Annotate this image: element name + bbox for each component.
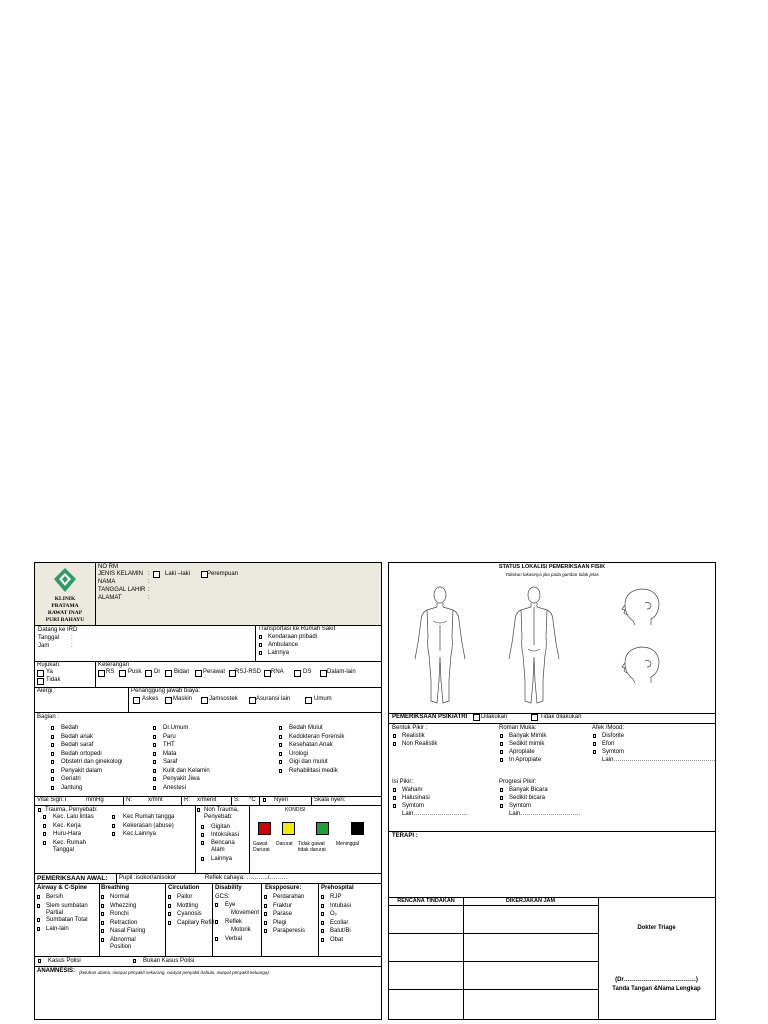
isi_pikir-item: Waham xyxy=(402,787,423,793)
isi_pikir-bullet[interactable] xyxy=(393,788,396,792)
afek-item: Symtom xyxy=(602,749,625,755)
trauma-bullet[interactable] xyxy=(38,808,41,812)
vital-r: R: xyxy=(184,797,190,803)
bagian-bullet[interactable] xyxy=(51,735,54,739)
ket-label: Dalam-lain xyxy=(327,669,356,675)
ket-checkbox[interactable] xyxy=(264,670,271,677)
bagian-bullet[interactable] xyxy=(279,726,282,730)
transport-bullet[interactable] xyxy=(259,651,262,655)
kondisi-black-box[interactable] xyxy=(351,822,364,835)
isi_pikir-item: Symtom xyxy=(402,803,425,809)
trauma-item: Kec. Lalu lintas xyxy=(53,814,94,820)
isi_pikir-lain: Lain……………………… xyxy=(402,811,468,817)
rujukan-title: Rujukan: xyxy=(37,662,61,668)
disability-bullet[interactable] xyxy=(215,920,218,924)
trauma-item: Kec.Lainnya xyxy=(123,831,157,837)
ket-checkbox[interactable] xyxy=(294,670,301,677)
bagian-item: Anestesi xyxy=(163,784,187,791)
disability-item: Reflek xyxy=(225,919,243,925)
bentuk_pikir-title: Bentuk Pikir : xyxy=(392,725,428,731)
progresi_pikir-bullet[interactable] xyxy=(500,796,503,800)
breathing-item: Whezzing xyxy=(110,902,137,909)
ket-label: RS xyxy=(106,669,115,675)
kondisi-label: Gawat Darurat xyxy=(253,841,270,853)
bagian-item: Obstetri dan ginekologi xyxy=(61,759,123,765)
vital-mmhg: mmHg xyxy=(86,797,104,803)
afek-item: Disforite xyxy=(602,733,625,739)
bagian-item: Bedah ortopedi xyxy=(61,750,102,757)
grid-header: Disability xyxy=(215,885,242,891)
vital-n: N: xyxy=(126,797,132,803)
breathing-item: Nasal Flaring xyxy=(110,928,146,934)
airway-item: Bersih xyxy=(46,894,64,900)
alergi-label: Alergi : xyxy=(37,688,56,694)
circulation-item: Pallor xyxy=(177,894,193,900)
vital-t: Vital Sign:T xyxy=(37,797,68,803)
bagian-bullet[interactable] xyxy=(153,760,156,764)
penanggung-checkbox[interactable] xyxy=(249,697,256,704)
head-profile-upper-figure xyxy=(621,585,665,627)
breathing-item: Retraction xyxy=(110,919,138,926)
gender-male-checkbox[interactable] xyxy=(153,571,160,578)
afek-bullet[interactable] xyxy=(593,750,596,754)
afek-bullet[interactable] xyxy=(593,742,596,746)
trauma-bullet[interactable] xyxy=(112,832,115,836)
colon: : xyxy=(71,635,73,641)
bagian-item: Gigi dan mulut xyxy=(289,759,328,765)
arrival-title: Datang ke IRD xyxy=(38,627,78,633)
right-form-panel xyxy=(388,562,716,1020)
airway-bullet[interactable] xyxy=(37,927,40,931)
disability-item: Verbal xyxy=(225,936,243,942)
breathing-bullet[interactable] xyxy=(101,895,104,899)
colon: : xyxy=(71,643,73,649)
rujukan-ya-checkbox[interactable] xyxy=(37,670,44,677)
head-profile-lower-figure xyxy=(621,643,665,685)
airway-bullet[interactable] xyxy=(37,918,40,922)
exposure-bullet[interactable] xyxy=(264,929,267,933)
transport-title: Transportasi ke Rumah Sakit xyxy=(258,626,336,632)
progresi_pikir-bullet[interactable] xyxy=(500,788,503,792)
afek-bullet[interactable] xyxy=(593,734,596,738)
airway-bullet[interactable] xyxy=(37,895,40,899)
kondisi-title: KONDISI xyxy=(285,807,306,813)
trauma-item: Kekerasan (abuse) xyxy=(123,822,174,829)
ket-checkbox[interactable] xyxy=(98,670,105,677)
isi_pikir-bullet[interactable] xyxy=(393,796,396,800)
bagian-title: Bagian : xyxy=(37,714,60,720)
transport-option: Lainnya xyxy=(268,650,290,656)
trauma-item: Huru-Hara xyxy=(53,831,82,837)
grid-header: Ekspposure: xyxy=(265,885,302,891)
roman_muka-item: Sedikit mimik xyxy=(509,741,545,747)
kondisi-yellow-box[interactable] xyxy=(282,822,295,835)
isi_pikir-title: Isi Pikir: xyxy=(392,779,413,785)
pemeriksaan-awal-title: PEMERIKSAAN AWAL: xyxy=(37,875,108,882)
non-trauma-bullet[interactable] xyxy=(201,825,204,829)
rencana-header: RENCANA TINDAKAN xyxy=(397,898,455,904)
bagian-bullet[interactable] xyxy=(153,743,156,747)
ket-checkbox[interactable] xyxy=(145,670,152,677)
trauma-item: Kec. Rumah Tanggal xyxy=(53,839,87,853)
anamnesis-note: (keluhan utama, riwayat penyakit sekarang, riwayat penyakit dahulu, riwayat penyakit keluarga) xyxy=(79,970,269,975)
bagian-bullet[interactable] xyxy=(153,735,156,739)
roman_muka-item: In Apropiate xyxy=(509,757,542,763)
non-trauma-bullet[interactable] xyxy=(201,841,204,845)
bagian-item: Kedokteran Forensik xyxy=(289,733,345,740)
kasus-bullet[interactable] xyxy=(38,959,41,963)
progresi_pikir-item: Sedikit bicara xyxy=(509,795,546,801)
bagian-bullet[interactable] xyxy=(51,777,54,781)
trauma-bullet[interactable] xyxy=(112,824,115,828)
bagian-bullet[interactable] xyxy=(279,735,282,739)
bagian-bullet[interactable] xyxy=(51,752,54,756)
vital-xmnt: x/mnt xyxy=(148,797,163,803)
rujukan-ya-label: Ya xyxy=(46,669,53,675)
disability-item: Movement xyxy=(231,910,260,916)
bagian-bullet[interactable] xyxy=(279,743,282,747)
grid-header: Airway & C-Spine xyxy=(37,885,88,891)
prehospital-bullet[interactable] xyxy=(321,904,324,908)
ket-checkbox[interactable] xyxy=(165,670,172,677)
kasus-bullet[interactable] xyxy=(133,959,136,963)
penanggung-option: Maskin xyxy=(173,696,193,702)
penanggung-checkbox[interactable] xyxy=(165,697,172,704)
psikiatri-dilakukan-checkbox[interactable] xyxy=(473,714,480,721)
circulation-item: Cyanosis xyxy=(177,911,202,917)
afek-item: Efori xyxy=(602,741,615,747)
isi_pikir-bullet[interactable] xyxy=(393,804,396,808)
afek-lain: Lain…………………………………………… xyxy=(602,757,716,763)
kondisi-red-box[interactable] xyxy=(258,822,271,835)
gcs-label: GCS: xyxy=(215,894,230,900)
bagian-item: Geriatri xyxy=(61,776,81,782)
field-tanggal-lahir: TANGGAL LAHIR xyxy=(98,587,146,593)
terapi-title: TERAPI : xyxy=(392,833,418,839)
ket-label: RSJ-RSD xyxy=(235,669,262,675)
body-back-figure xyxy=(501,585,567,707)
vital-s: S: xyxy=(234,797,240,803)
airway-item: Sumbatan Total xyxy=(46,917,88,923)
nyeri-bullet[interactable] xyxy=(263,798,266,802)
anamnesis-title: ANAMNESIS: xyxy=(37,968,76,974)
trauma-title: Trauma, Penyebab: xyxy=(45,807,98,813)
penanggung-checkbox[interactable] xyxy=(133,697,140,704)
trauma-bullet[interactable] xyxy=(112,815,115,819)
psikiatri-tidak-checkbox[interactable] xyxy=(531,714,538,721)
disability-bullet[interactable] xyxy=(215,937,218,941)
roman_muka-bullet[interactable] xyxy=(500,742,503,746)
bagian-item: Mata xyxy=(163,750,177,757)
roman_muka-bullet[interactable] xyxy=(500,750,503,754)
breathing-bullet[interactable] xyxy=(101,912,104,916)
bagian-item: Dr.Umum xyxy=(163,725,189,731)
dikerjakan-header: DIKERJAKAN JAM xyxy=(505,898,556,904)
arrival-date: Tanggal xyxy=(38,635,60,641)
left-form-panel xyxy=(34,562,382,1020)
progresi_pikir-title: Progresi Pikir: xyxy=(499,779,537,785)
prehospital-item: O₂ xyxy=(330,911,337,917)
airway-bullet[interactable] xyxy=(37,904,40,908)
bagian-bullet[interactable] xyxy=(279,769,282,773)
vital-xmenit: x/menit xyxy=(197,797,217,803)
field-nama: NAMA xyxy=(98,579,116,585)
colon: : xyxy=(148,587,150,593)
breathing-item: Normal xyxy=(110,894,130,900)
disability-item: Eye xyxy=(225,902,236,908)
trauma-bullet[interactable] xyxy=(43,824,46,828)
circulation-bullet[interactable] xyxy=(168,904,171,908)
psikiatri-title: PEMERIKSAAN PSIKIATRI xyxy=(392,714,468,720)
colon: : xyxy=(148,571,150,577)
kondisi-label: Meninggal xyxy=(336,841,360,847)
non-trauma-title: Non Trauma, Penyebab: xyxy=(204,807,239,820)
non-trauma-bullet[interactable] xyxy=(201,833,204,837)
field-alamat: ALAMAT xyxy=(98,595,122,601)
penanggung-option: Asuransi lain xyxy=(256,696,291,702)
field-jenis-kelamin: JENIS KELAMIN xyxy=(98,571,144,577)
circulation-item: Capilary Refill xyxy=(177,919,215,926)
roman_muka-title: Roman Muka: xyxy=(499,725,537,731)
colon: : xyxy=(148,579,150,585)
keterangan-title: Keterangan xyxy=(98,662,130,668)
dokter-triage-label: Dokter Triage xyxy=(637,925,676,931)
grid-header: Breathing xyxy=(101,885,130,891)
bagian-bullet[interactable] xyxy=(279,760,282,764)
vital-celsius: °C xyxy=(249,797,256,803)
prehospital-bullet[interactable] xyxy=(321,912,324,916)
circulation-bullet[interactable] xyxy=(168,921,171,925)
bagian-item: Urologi xyxy=(289,750,309,757)
trauma-bullet[interactable] xyxy=(43,841,46,845)
bagian-bullet[interactable] xyxy=(153,769,156,773)
transport-bullet[interactable] xyxy=(259,643,262,647)
roman_muka-bullet[interactable] xyxy=(500,758,503,762)
field-no-rm: NO RM xyxy=(98,564,118,570)
bentuk_pikir-item: Non Realistik xyxy=(402,741,438,747)
exposure-bullet[interactable] xyxy=(264,895,267,899)
bagian-bullet[interactable] xyxy=(153,726,156,730)
bagian-bullet[interactable] xyxy=(153,752,156,756)
trauma-bullet[interactable] xyxy=(43,815,46,819)
prehospital-bullet[interactable] xyxy=(321,938,324,942)
prehospital-item: Obat xyxy=(330,936,344,943)
penanggung-option: Jamsostek xyxy=(209,696,238,702)
non-trauma-item: Gigitan xyxy=(211,824,231,830)
prehospital-bullet[interactable] xyxy=(321,929,324,933)
kasus-polisi: Kasus Polisi xyxy=(48,958,81,964)
exposure-item: Parase xyxy=(273,911,293,917)
prehospital-item: Balut/Bi xyxy=(330,928,351,934)
exposure-bullet[interactable] xyxy=(264,904,267,908)
exposure-bullet[interactable] xyxy=(264,912,267,916)
bagian-bullet[interactable] xyxy=(51,786,54,790)
colon: : xyxy=(148,595,150,601)
non-trauma-item: Lainnya xyxy=(211,856,233,862)
bagian-item: Bedah anak xyxy=(61,733,94,740)
ket-label: Pusk xyxy=(128,669,142,675)
afek-title: Afek /Mood: xyxy=(592,725,625,731)
circulation-item: Mottling xyxy=(177,902,199,909)
ket-label: Bidan xyxy=(174,669,190,675)
grid-header: Circulation xyxy=(168,885,200,891)
prehospital-item: Ecollar xyxy=(330,919,349,926)
bagian-item: THT xyxy=(163,742,175,748)
trauma-item: Kec. Kerja xyxy=(53,822,81,829)
bagian-item: Bedah Mulut xyxy=(289,725,323,731)
bagian-item: Jantung xyxy=(61,784,83,791)
non-trauma-item: Bencana Alam xyxy=(211,840,235,853)
rujukan-tidak-label: Tidak xyxy=(46,677,61,683)
bagian-bullet[interactable] xyxy=(51,769,54,773)
breathing-bullet[interactable] xyxy=(101,938,104,942)
bagian-item: Kulit dan Kelamin xyxy=(163,767,210,774)
progresi_pikir-item: Banyak Bicara xyxy=(509,787,548,793)
clinic-logo-icon xyxy=(53,567,77,593)
body-front-figure xyxy=(407,585,473,707)
penanggung-checkbox[interactable] xyxy=(305,697,312,704)
penanggung-checkbox[interactable] xyxy=(201,697,208,704)
status-lokalis-subtitle: Tuliskan lokasinya jika pada gambar tidak jelas xyxy=(505,572,599,577)
disability-bullet[interactable] xyxy=(215,903,218,907)
psikiatri-dilakukan-label: Dilakukan xyxy=(481,714,508,720)
bagian-item: Penyakit Jiwa xyxy=(163,776,200,782)
exposure-item: Perdarahan xyxy=(273,894,305,900)
breathing-bullet[interactable] xyxy=(101,904,104,908)
ket-label: Dr xyxy=(154,669,161,675)
psikiatri-tidak-label: Tidak dilakukan xyxy=(540,714,582,720)
pupil-label: Pupil :isokor/anisokor xyxy=(119,875,177,881)
exposure-item: Plegi xyxy=(273,919,287,926)
gender-male-label: Laki –laki xyxy=(165,571,191,577)
reflek-label: Reflek cahaya: ………../……… xyxy=(205,875,288,881)
circulation-bullet[interactable] xyxy=(168,912,171,916)
trauma-item: Kec Rumah tangga xyxy=(123,814,175,820)
bentuk_pikir-bullet[interactable] xyxy=(393,742,396,746)
circulation-bullet[interactable] xyxy=(168,895,171,899)
rujukan-tidak-checkbox[interactable] xyxy=(37,678,44,685)
breathing-item: Ronchi xyxy=(110,911,129,917)
progresi_pikir-bullet[interactable] xyxy=(500,804,503,808)
bagian-item: Penyakit dalam xyxy=(61,767,103,774)
progresi_pikir-item: Symtom xyxy=(509,803,532,809)
logo-line: KLINIK xyxy=(54,596,76,602)
breathing-item: Abnormal Position xyxy=(110,936,136,950)
exposure-item: Fraktur xyxy=(273,902,293,909)
non-trauma-bullet[interactable] xyxy=(201,857,204,861)
bukan-kasus-polisi: Bukan Kasus Polisi xyxy=(143,958,195,964)
ket-checkbox[interactable] xyxy=(320,670,327,677)
ket-checkbox[interactable] xyxy=(119,670,126,677)
arrival-time: Jam xyxy=(38,643,50,649)
bentuk_pikir-bullet[interactable] xyxy=(393,734,396,738)
tanda-tangan-label: Tanda Tangan &Nama Lengkap xyxy=(612,986,701,992)
breathing-bullet[interactable] xyxy=(101,929,104,933)
disability-item: Motorik xyxy=(231,927,251,933)
ket-checkbox[interactable] xyxy=(195,670,202,677)
transport-option: Ambulance xyxy=(268,642,299,648)
trauma-bullet[interactable] xyxy=(43,832,46,836)
kondisi-label: Darurat xyxy=(276,841,293,847)
prehospital-item: Intubasi xyxy=(330,902,352,909)
kondisi-green-box[interactable] xyxy=(316,822,329,835)
logo-line: RAWAT INAP xyxy=(47,610,83,616)
grid-header: Prehospital xyxy=(321,885,354,891)
prehospital-bullet[interactable] xyxy=(321,895,324,899)
roman_muka-item: Banyak Mimik xyxy=(509,733,547,739)
vital-skala: Skala nyeri: xyxy=(314,797,346,803)
bagian-bullet[interactable] xyxy=(153,786,156,790)
bagian-bullet[interactable] xyxy=(279,752,282,756)
penanggung-option: Umum xyxy=(314,696,332,702)
ket-label: DS xyxy=(303,669,312,675)
non-trauma-bullet[interactable] xyxy=(197,808,200,812)
ket-label: Perawat xyxy=(203,669,226,675)
ket-label: RNA xyxy=(271,669,284,675)
progresi_pikir-lain: Lain………………………… xyxy=(509,811,581,817)
bagian-item: Rehabilitasi medik xyxy=(289,767,338,774)
bagian-item: Saraf xyxy=(163,759,178,765)
penanggung-title: Penanggung jawab biaya: xyxy=(131,688,201,694)
transport-option: Kendaraan pribadi xyxy=(268,634,318,640)
bagian-item: Bedah saraf xyxy=(61,742,94,748)
prehospital-bullet[interactable] xyxy=(321,921,324,925)
dr-signature-line: (Dr………………………………) xyxy=(615,977,698,983)
airway-item: Slem sumbatan Partial xyxy=(46,903,88,916)
prehospital-item: RJP xyxy=(330,894,342,900)
vital-nyeri: Nyeri xyxy=(274,797,289,803)
roman_muka-item: Apropiate xyxy=(509,749,535,755)
non-trauma-item: Intoksikasi xyxy=(211,832,240,838)
roman_muka-bullet[interactable] xyxy=(500,734,503,738)
exposure-item: Paraperesis xyxy=(273,928,306,934)
isi_pikir-item: Halusinasi xyxy=(402,795,430,801)
bagian-item: Paru xyxy=(163,733,176,740)
bagian-bullet[interactable] xyxy=(51,726,54,730)
penanggung-option: Askes xyxy=(142,696,159,702)
breathing-bullet[interactable] xyxy=(101,921,104,925)
exposure-bullet[interactable] xyxy=(264,921,267,925)
logo-line: PRATAMA xyxy=(51,603,79,609)
transport-bullet[interactable] xyxy=(259,635,262,639)
bagian-bullet[interactable] xyxy=(153,777,156,781)
bagian-item: Kesehatan Anak xyxy=(289,742,333,748)
airway-item: Lain-lain xyxy=(46,926,69,932)
logo-line: PURI RAHAYU xyxy=(45,617,85,623)
bagian-bullet[interactable] xyxy=(51,760,54,764)
kondisi-label: Tidak gawat tidak darurat xyxy=(298,841,326,853)
bagian-bullet[interactable] xyxy=(51,743,54,747)
bentuk_pikir-item: Realistik xyxy=(402,733,425,739)
bagian-item: Bedah xyxy=(61,725,79,731)
gender-female-label: Perempuan xyxy=(207,571,239,577)
status-lokalis-title: STATUS LOKALIS/ PEMERIKSAAN FISIK xyxy=(498,564,606,570)
